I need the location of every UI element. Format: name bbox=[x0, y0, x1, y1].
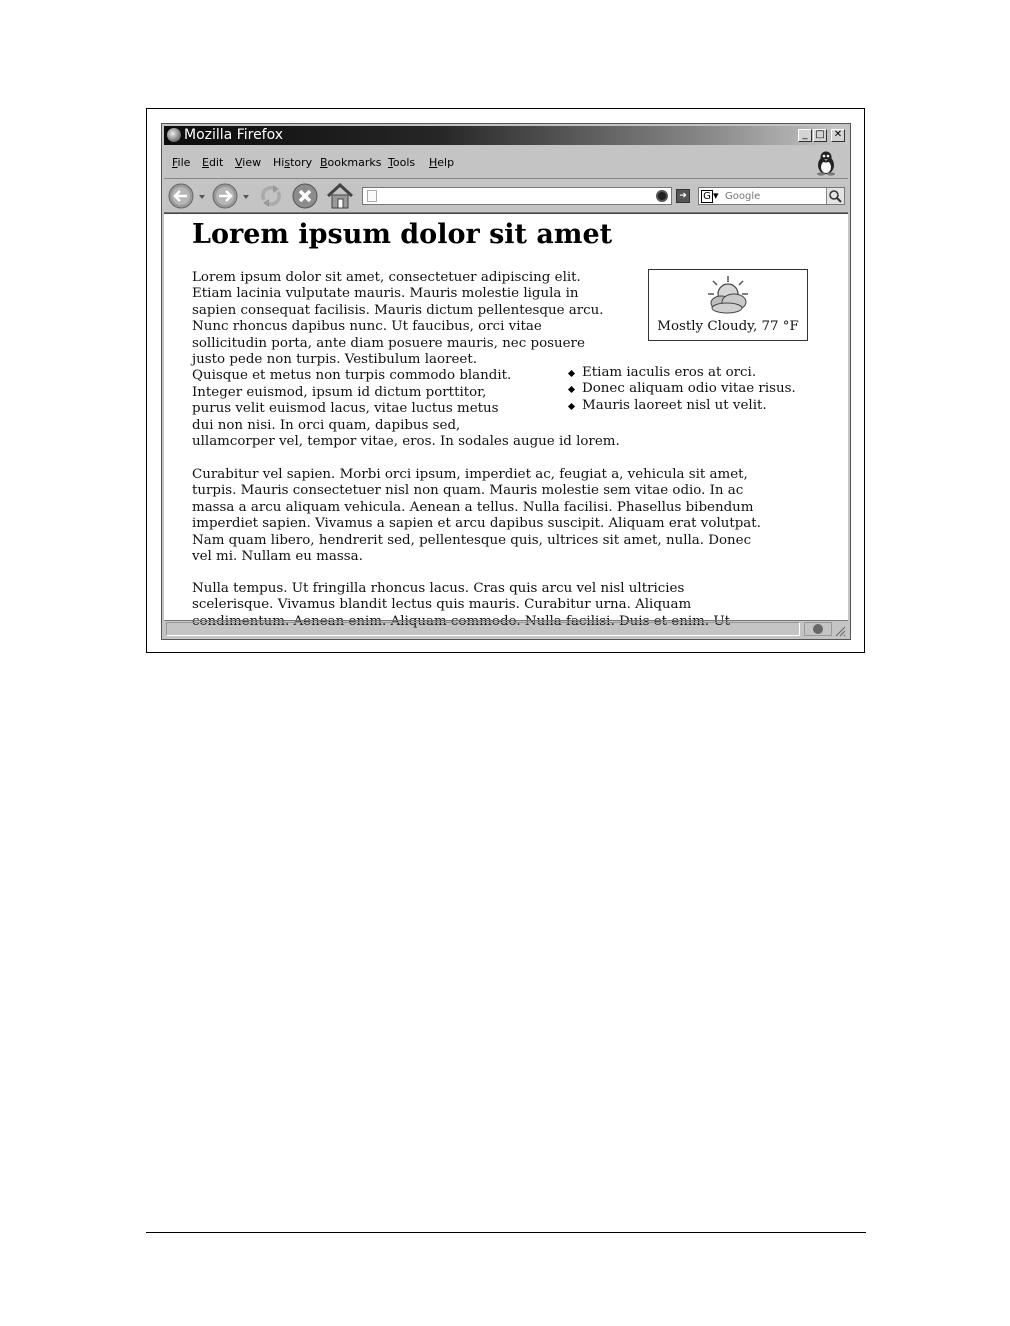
reload-icon[interactable] bbox=[257, 183, 285, 209]
title-bar bbox=[164, 126, 848, 145]
resize-grip-icon[interactable] bbox=[834, 625, 846, 637]
go-icon[interactable]: ➜ bbox=[676, 189, 690, 203]
stop-icon[interactable] bbox=[291, 182, 319, 210]
close-button[interactable]: ✕ bbox=[831, 129, 845, 142]
text-line: justo pede non turpis. Vestibulum laoreet. bbox=[192, 352, 477, 368]
text-line: purus velit euismod lacus, vitae luctus metus bbox=[192, 401, 499, 417]
text-line: sollicitudin porta, ante diam posuere mauris, nec posuere bbox=[192, 335, 585, 351]
page-content bbox=[164, 213, 848, 629]
text-line: sapien consequat facilisis. Mauris dictum pellentesque arcu. bbox=[192, 302, 604, 318]
bullet-list bbox=[566, 365, 796, 414]
text-line: dui non nisi. In orci quam, dapibus sed, bbox=[192, 417, 461, 433]
text-line: Curabitur vel sapien. Morbi orci ipsum, imperdiet ac, feugiat a, vehicula sit amet, bbox=[192, 467, 748, 482]
list-item: Etiam iaculis eros at orci. bbox=[566, 365, 796, 381]
status-indicator-icon[interactable] bbox=[804, 622, 832, 636]
text-line: turpis. Mauris consectetuer nisl non quam. Mauris molestie sem vitae odio. In ac bbox=[192, 483, 744, 499]
text-line: Nunc rhoncus dapibus nunc. Ut faucibus, orci vitae bbox=[192, 319, 542, 335]
text-line: Quisque et metus non turpis commodo blandit. bbox=[192, 368, 512, 384]
list-item: Mauris laoreet nisl ut velit. bbox=[566, 398, 796, 414]
address-bar[interactable] bbox=[362, 187, 672, 205]
text-line: ullamcorper vel, tempor vitae, eros. In sodales augue id lorem. bbox=[192, 434, 620, 450]
page-icon bbox=[367, 190, 377, 202]
maximize-button[interactable]: □ bbox=[813, 129, 827, 142]
menu-edit[interactable]: Edit bbox=[202, 156, 224, 169]
forward-icon[interactable] bbox=[211, 182, 251, 210]
search-bar bbox=[698, 187, 845, 205]
search-icon[interactable] bbox=[826, 188, 844, 204]
list-item: Donec aliquam odio vitae risus. bbox=[566, 381, 796, 397]
window-title: Mozilla Firefox bbox=[184, 127, 284, 143]
home-icon[interactable] bbox=[325, 182, 355, 210]
throbber-icon bbox=[813, 150, 839, 176]
weather-widget bbox=[648, 269, 808, 341]
text-line: Etiam lacinia vulputate mauris. Mauris molestie ligula in bbox=[192, 286, 579, 302]
text-line: massa a arcu aliquam vehicula. Aenean a tellus. Nulla facilisi. Phasellus bibendum bbox=[192, 499, 754, 515]
navigation-toolbar bbox=[164, 180, 848, 213]
firefox-icon bbox=[167, 128, 181, 142]
status-bar bbox=[164, 620, 848, 638]
text-line: imperdiet sapien. Vivamus a sapien et arcu dapibus suscipit. Aliquam erat volutpat. bbox=[192, 516, 761, 532]
weather-text: Mostly Cloudy, 77 °F bbox=[657, 319, 799, 334]
menu-help[interactable]: Help bbox=[429, 156, 455, 169]
text-line: condimentum. Aenean enim. Aliquam commodo. Nulla facilisi. Duis et enim. Ut bbox=[192, 613, 730, 629]
feed-icon[interactable] bbox=[656, 190, 668, 202]
menu-file[interactable]: File bbox=[172, 156, 191, 169]
menu-tools[interactable]: Tools bbox=[388, 156, 416, 169]
minimize-button[interactable]: _ bbox=[798, 129, 812, 142]
partly-cloudy-sun-icon bbox=[705, 275, 751, 315]
menu-bookmarks[interactable]: Bookmarks bbox=[320, 156, 382, 169]
search-engine-selector[interactable]: G ▾ bbox=[701, 190, 721, 203]
search-input[interactable] bbox=[725, 189, 823, 203]
menu-view[interactable]: View bbox=[235, 156, 262, 169]
paragraph-2 bbox=[192, 467, 761, 565]
text-line: Integer euismod, ipsum id dictum porttitor, bbox=[192, 384, 487, 400]
browser-window bbox=[161, 123, 851, 640]
status-text bbox=[166, 622, 800, 636]
menu-bar bbox=[164, 148, 848, 179]
text-line: Nulla tempus. Ut fringilla rhoncus lacus. Cras quis arcu vel nisl ultricies bbox=[192, 581, 685, 596]
text-line: Lorem ipsum dolor sit amet, consectetuer adipiscing elit. bbox=[192, 270, 581, 285]
page-heading: Lorem ipsum dolor sit amet bbox=[192, 219, 613, 250]
back-icon[interactable] bbox=[167, 182, 207, 210]
menu-history[interactable]: History bbox=[273, 156, 313, 169]
paragraph-1 bbox=[192, 270, 620, 450]
footer-rule bbox=[146, 1232, 866, 1233]
text-line: scelerisque. Vivamus blandit lectus quis mauris. Curabitur urna. Aliquam bbox=[192, 597, 692, 613]
text-line: vel mi. Nullam eu massa. bbox=[192, 549, 363, 565]
text-line: Nam quam libero, hendrerit sed, pellentesque quis, ultrices sit amet, nulla. Donec bbox=[192, 532, 752, 548]
